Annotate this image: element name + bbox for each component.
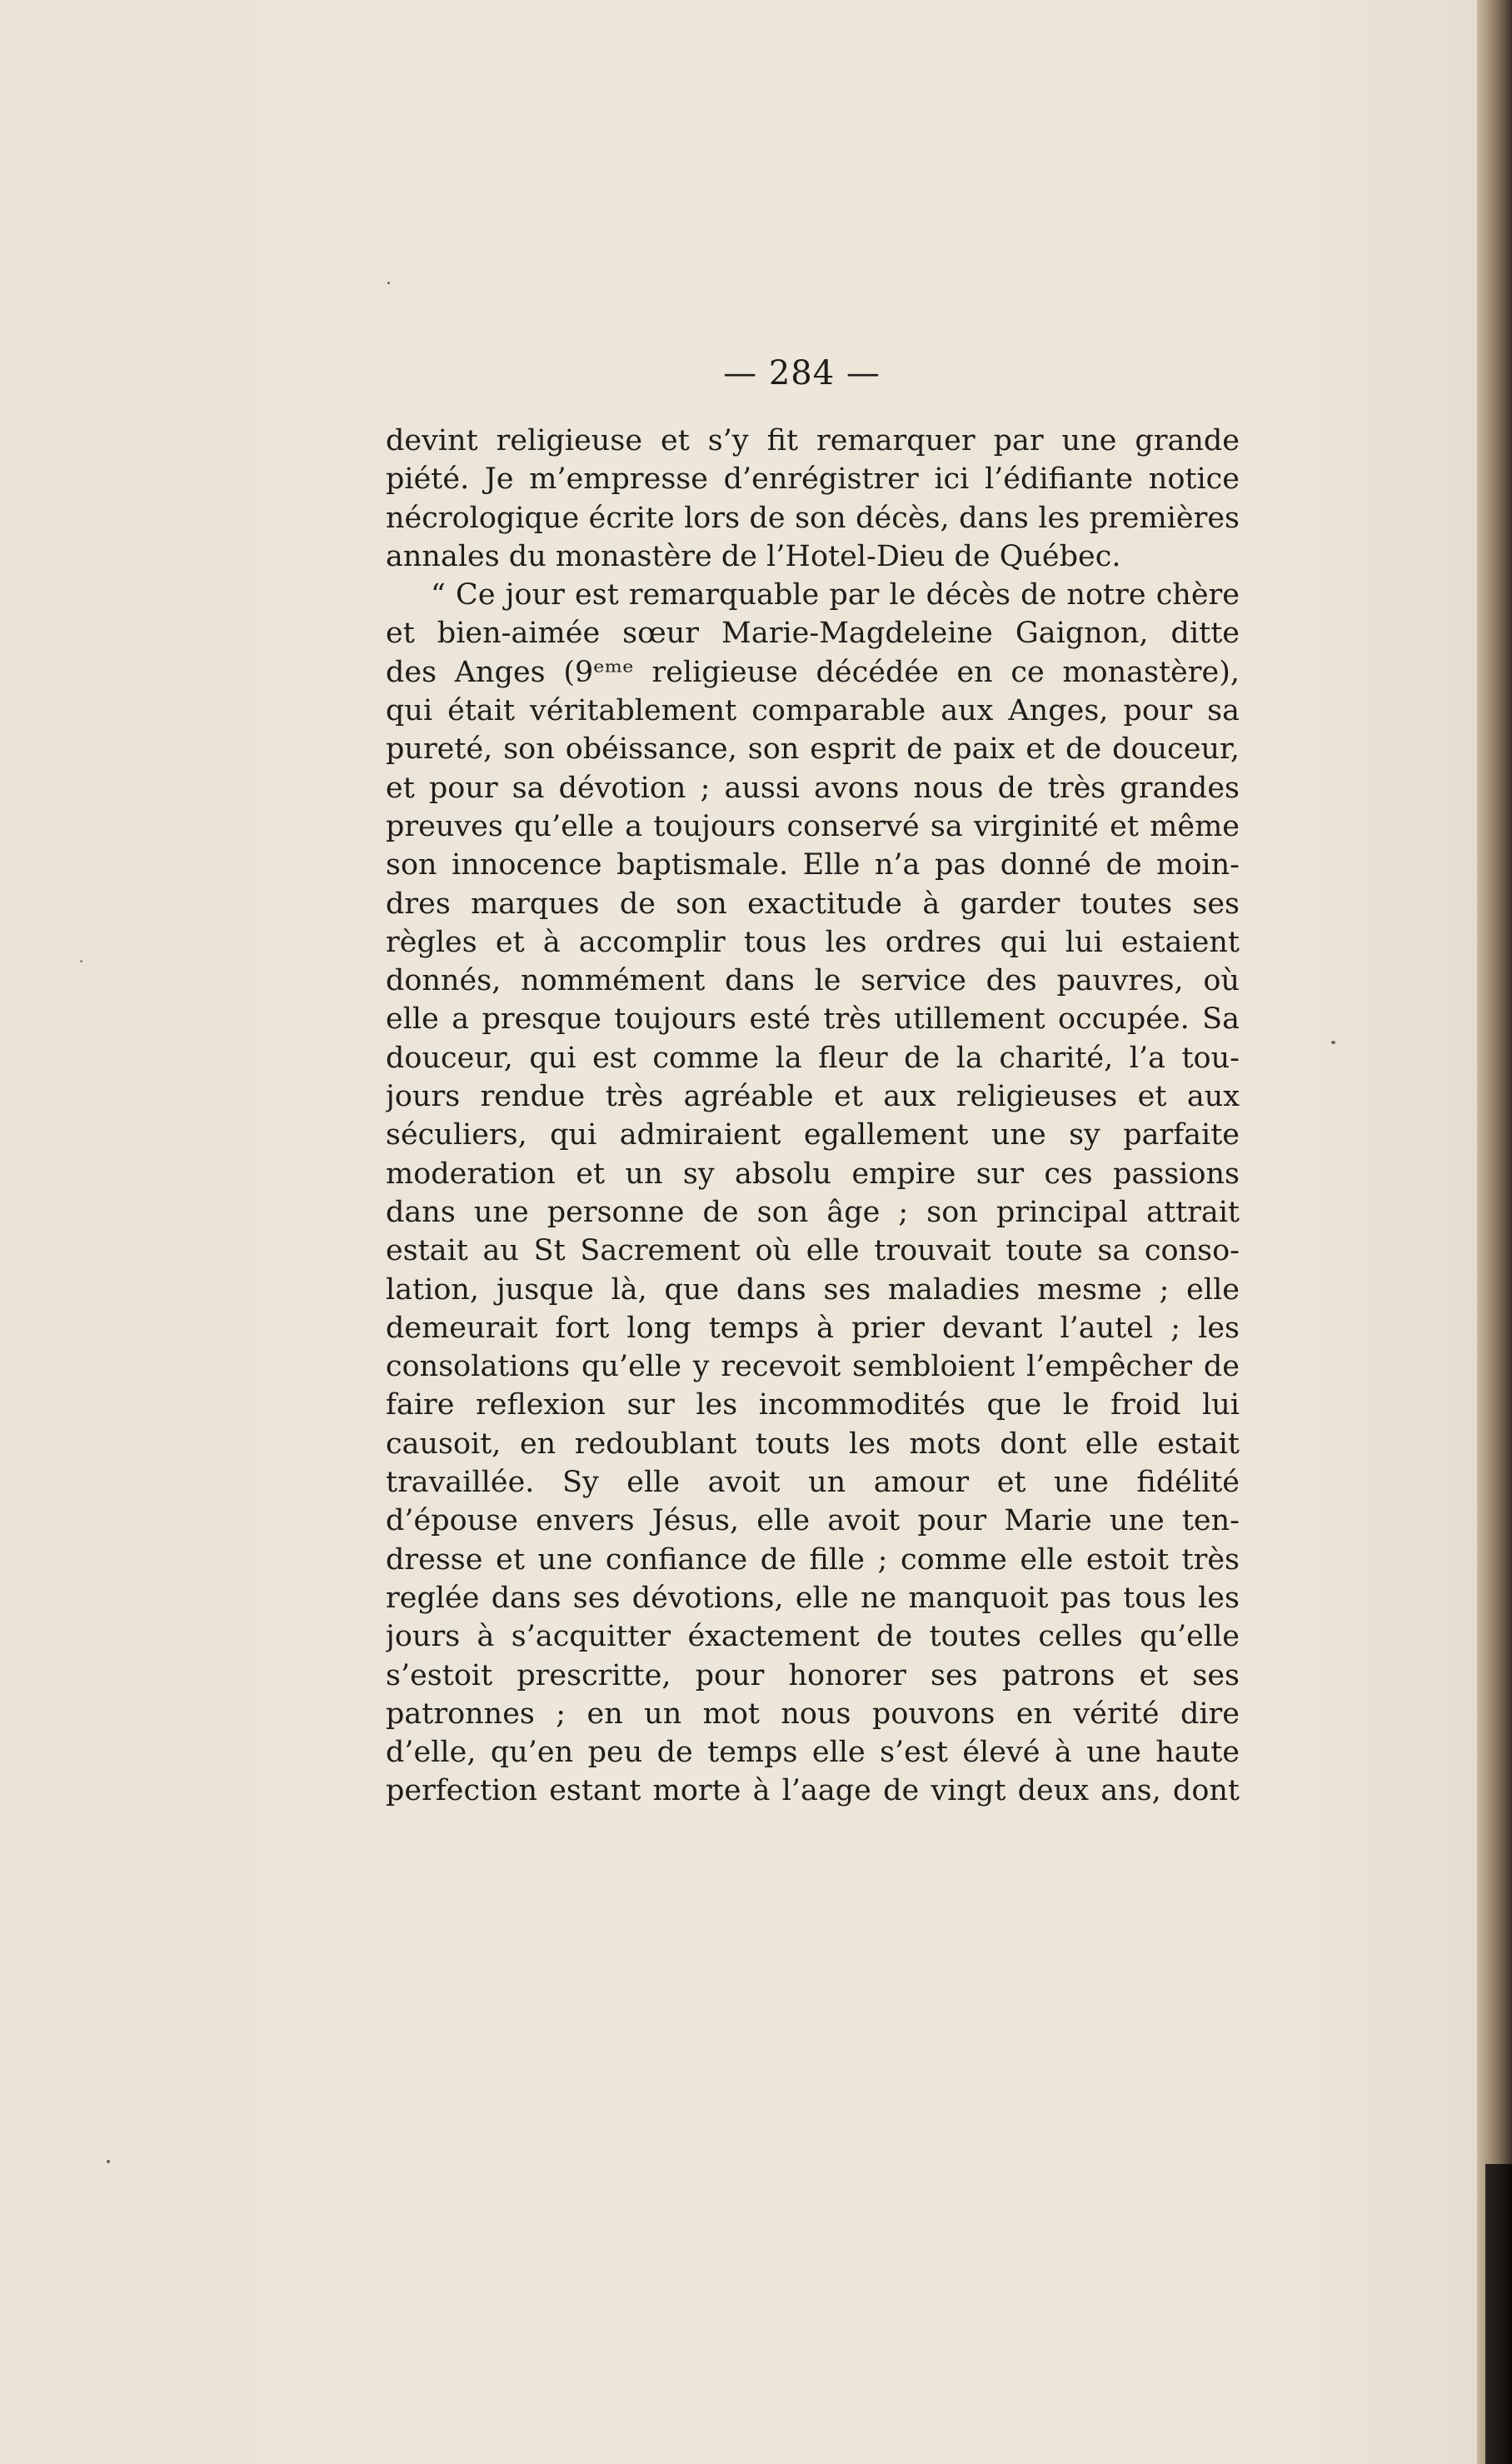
- book-spine: [1485, 2164, 1512, 2464]
- text-line: s’estoit prescritte, pour honorer ses patrons et ses: [386, 1658, 1240, 1692]
- paper-speck: [107, 2160, 110, 2163]
- text-line: “ Ce jour est remarquable par le décès de notre chère: [431, 578, 1240, 612]
- text-line: perfection estant morte à l’aage de vingt deux ans, dont: [386, 1774, 1240, 1808]
- text-line: et pour sa dévotion ; aussi avons nous de très grandes: [386, 771, 1240, 805]
- text-line: douceur, qui est comme la fleur de la charité, l’a tou-: [386, 1041, 1240, 1075]
- text-line: estait au St Sacrement où elle trouvait toute sa conso-: [386, 1234, 1240, 1268]
- text-line: et bien-aimée sœur Marie-Magdeleine Gaignon, ditte: [386, 617, 1240, 651]
- text-line: elle a presque toujours esté très utillement occupée. Sa: [386, 1002, 1240, 1037]
- text-line: dres marques de son exactitude à garder toutes ses: [386, 887, 1240, 921]
- text-line: patronnes ; en un mot nous pouvons en vérité dire: [386, 1697, 1240, 1731]
- page-number: — 284 —: [723, 354, 881, 392]
- text-line: jours rendue très agréable et aux religieuses et aux: [386, 1080, 1240, 1114]
- text-line: demeurait fort long temps à prier devant l’autel ; les: [386, 1311, 1240, 1345]
- text-line: reglée dans ses dévotions, elle ne manquoit pas tous les: [386, 1581, 1240, 1615]
- text-line: séculiers, qui admiraient egallement une sy parfaite: [386, 1118, 1240, 1152]
- text-line: consolations qu’elle y recevoit sembloient l’empêcher de: [386, 1350, 1240, 1384]
- text-line: jours à s’acquitter éxactement de toutes celles qu’elle: [386, 1620, 1240, 1654]
- text-line: donnés, nommément dans le service des pauvres, où: [386, 964, 1240, 998]
- text-line: qui était véritablement comparable aux Anges, pour sa: [386, 694, 1240, 728]
- text-line: preuves qu’elle a toujours conservé sa virginité et même: [386, 809, 1240, 843]
- text-line: règles et à accomplir tous les ordres qui lui estaient: [386, 925, 1240, 959]
- text-line: piété. Je m’empresse d’enrégistrer ici l’édifiante notice: [386, 462, 1240, 497]
- text-line: causoit, en redoublant touts les mots dont elle estait: [386, 1427, 1240, 1461]
- text-line: travaillée. Sy elle avoit un amour et une fidélité: [386, 1466, 1240, 1500]
- paper-speck: [387, 282, 390, 284]
- paper-speck: [80, 960, 82, 962]
- text-line: dans une personne de son âge ; son principal attrait: [386, 1195, 1240, 1229]
- text-line: des Anges (9ᵉᵐᵉ religieuse décédée en ce monastère),: [386, 655, 1240, 689]
- text-line: pureté, son obéissance, son esprit de paix et de douceur,: [386, 732, 1240, 767]
- text-line: son innocence baptismale. Elle n’a pas donné de moin-: [386, 848, 1240, 882]
- text-line: devint religieuse et s’y fit remarquer par une grande: [386, 424, 1240, 457]
- text-line: moderation et un sy absolu empire sur ces passions: [386, 1157, 1240, 1191]
- paper-speck: [1331, 1041, 1335, 1044]
- text-line: dresse et une confiance de fille ; comme elle estoit très: [386, 1542, 1240, 1577]
- text-line: d’épouse envers Jésus, elle avoit pour Marie une ten-: [386, 1504, 1240, 1538]
- text-line: faire reflexion sur les incommodités que le froid lui: [386, 1388, 1240, 1422]
- page-number-header: [0, 348, 1512, 398]
- text-line: annales du monastère de l’Hotel-Dieu de Québec.: [386, 539, 1121, 573]
- text-line: d’elle, qu’en peu de temps elle s’est élevé à une haute: [386, 1736, 1240, 1770]
- text-line: lation, jusque là, que dans ses maladies mesme ; elle: [386, 1272, 1240, 1307]
- body-text: [386, 422, 1240, 1811]
- text-line: nécrologique écrite lors de son décès, dans les premières: [386, 501, 1240, 535]
